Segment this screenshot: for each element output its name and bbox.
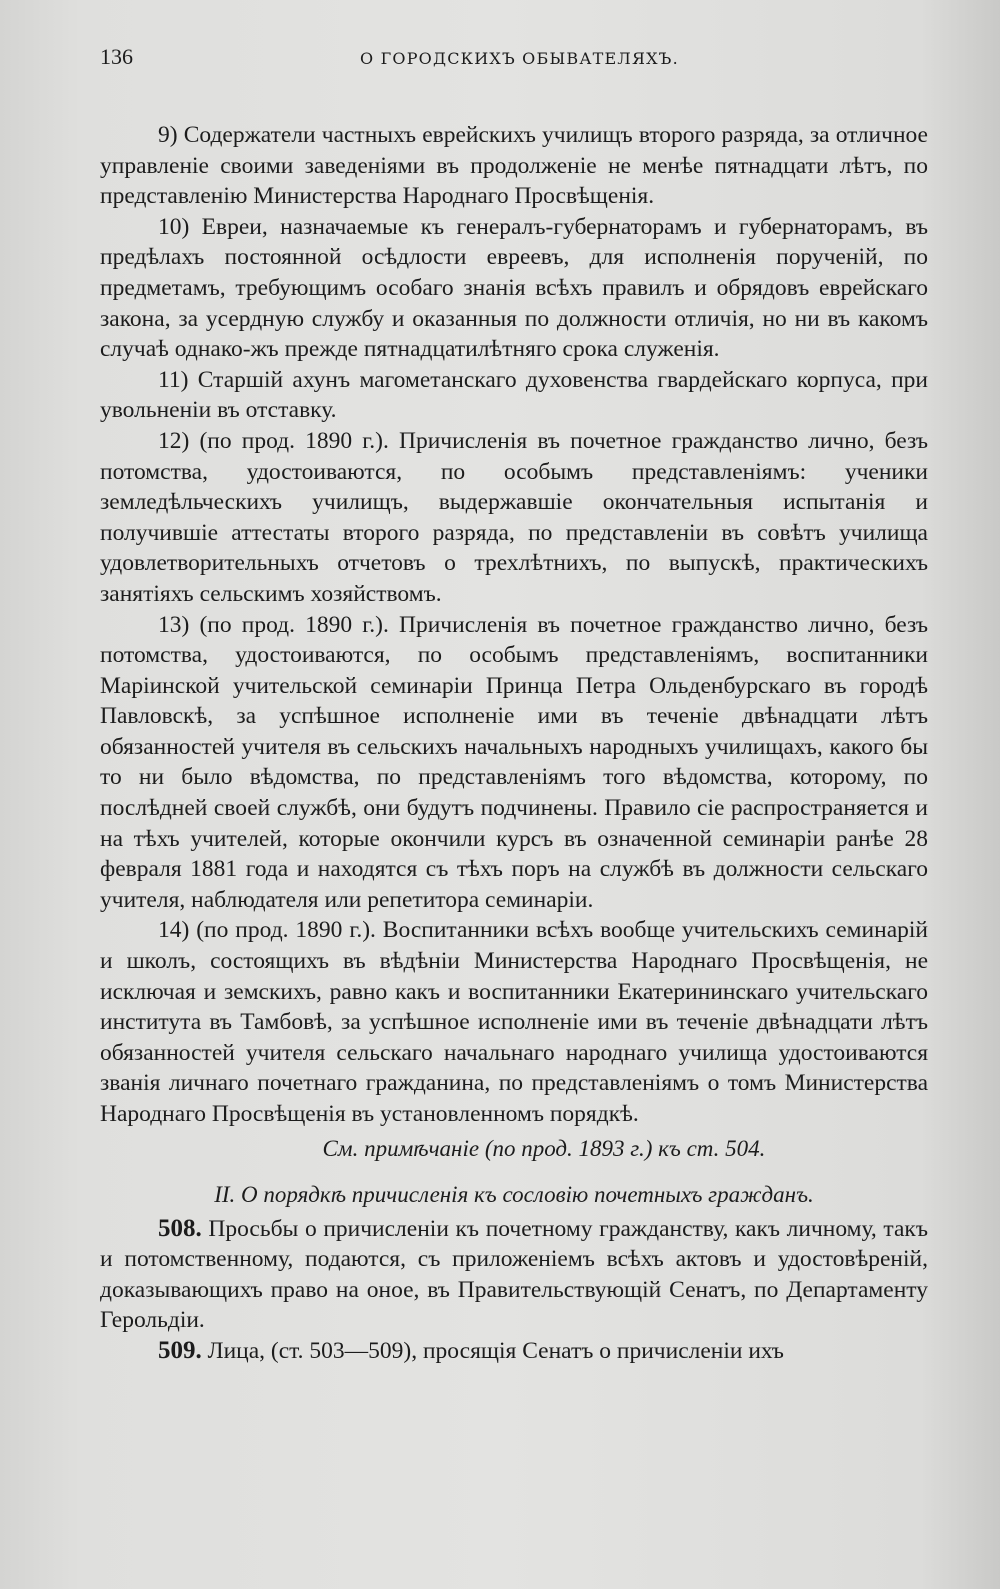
paragraph-14: 14) (по прод. 1890 г.). Воспитанники всѣхъ вообще учительскихъ семинарій и школъ, состоящихъ въ вѣдѣніи Министерства Народнаго Просвѣщенія, не исключая и земскихъ, равно какъ и воспитанники Екатерининскаго учительскаго института въ Тамбовѣ, за успѣшное исполненіе ими въ теченіе двѣнадцати лѣтъ обязанностей учителя сельскаго начальнаго народнаго училища удостоиваются званія личнаго почетнаго гражданина, по представленіямъ о томъ Министерства Народнаго Просвѣщенія въ установленномъ порядкѣ.	[100, 917, 928, 1127]
paragraph-9: 9) Содержатели частныхъ еврейскихъ училищъ второго разряда, за отличное управленіе своими заведеніями въ продолженіе не менѣе пятнадцати лѣтъ, по представленію Министерства Народнаго Просвѣщенія.	[100, 122, 928, 210]
paragraph-13: 13) (по прод. 1890 г.). Причисленія въ почетное гражданство лично, безъ потомства, удостоиваются, по особымъ представленіямъ, воспитанники Маріинской учительской семинаріи Принца Петра Ольденбурскаго въ городѣ Павловскѣ, за успѣшное исполненіе ими въ теченіе двѣнадцати лѣтъ обязанностей учителя въ сельскихъ начальныхъ народныхъ училищахъ, какого бы то ни было вѣдомства, по представленіямъ того вѣдомства, которому, по послѣдней своей службѣ, они будутъ подчинены. Правило сіе распространяется и на тѣхъ учителей, которые окончили курсъ въ означенной семинаріи ранѣе 28 февраля 1881 года и находятся съ тѣхъ поръ на службѣ въ должности сельскаго учителя, наблюдателя или репетитора семинаріи.	[100, 611, 928, 913]
page-header	[100, 44, 928, 84]
article-text: Лица, (ст. 503—509), просящія Сенатъ о причисленіи ихъ	[201, 1337, 784, 1364]
page-number: 136	[100, 44, 133, 69]
paragraph-11: 11) Старшій ахунъ магометанскаго духовенства гвардейскаго корпуса, при увольненіи въ отставку.	[100, 366, 928, 424]
article-number: 508.	[158, 1214, 202, 1242]
section-heading: II. О порядкѣ причисленія къ сословію почетныхъ гражданъ.	[214, 1181, 814, 1207]
article-number: 509.	[158, 1336, 202, 1364]
article-text: Просьбы о причисленіи къ почетному гражданству, какъ личному, такъ и потомственному, подаются, съ приложеніемъ всѣхъ актовъ и удостовѣреній, доказывающихъ право на оное, въ Правительствующій Сенатъ, по Департаменту Герольдіи.	[100, 1215, 928, 1334]
article-509	[100, 1336, 928, 1367]
running-title: О ГОРОДСКИХЪ ОБЫВАТЕЛЯХЪ.	[360, 49, 679, 68]
paragraph-10: 10) Евреи, назначаемые къ генералъ-губернаторамъ и губернаторамъ, въ предѣлахъ постоянной осѣдлости евреевъ, для исполненія порученій, по предметамъ, требующимъ особаго знанія всѣхъ правилъ и обрядовъ еврейскаго закона, за усердную службу и оказанныя по должности отличія, но ни въ какомъ случаѣ однако-жъ прежде пятнадцатилѣтняго срока служенія.	[100, 213, 928, 363]
cross-reference-note: См. примѣчаніе (по прод. 1893 г.) къ ст. 504.	[322, 1135, 766, 1161]
paragraph-12: 12) (по прод. 1890 г.). Причисленія въ почетное гражданство лично, безъ потомства, удостоиваются, по особымъ представленіямъ: ученики земледѣльческихъ училищъ, выдержавшіе окончательныя испытанія и получившіе аттестаты второго разряда, по представленіи въ совѣтъ училища удовлетворительныхъ отчетовъ о трехлѣтнихъ, по выпускѣ, практическихъ занятіяхъ сельскимъ хозяйствомъ.	[100, 427, 928, 607]
article-508	[100, 1214, 928, 1336]
